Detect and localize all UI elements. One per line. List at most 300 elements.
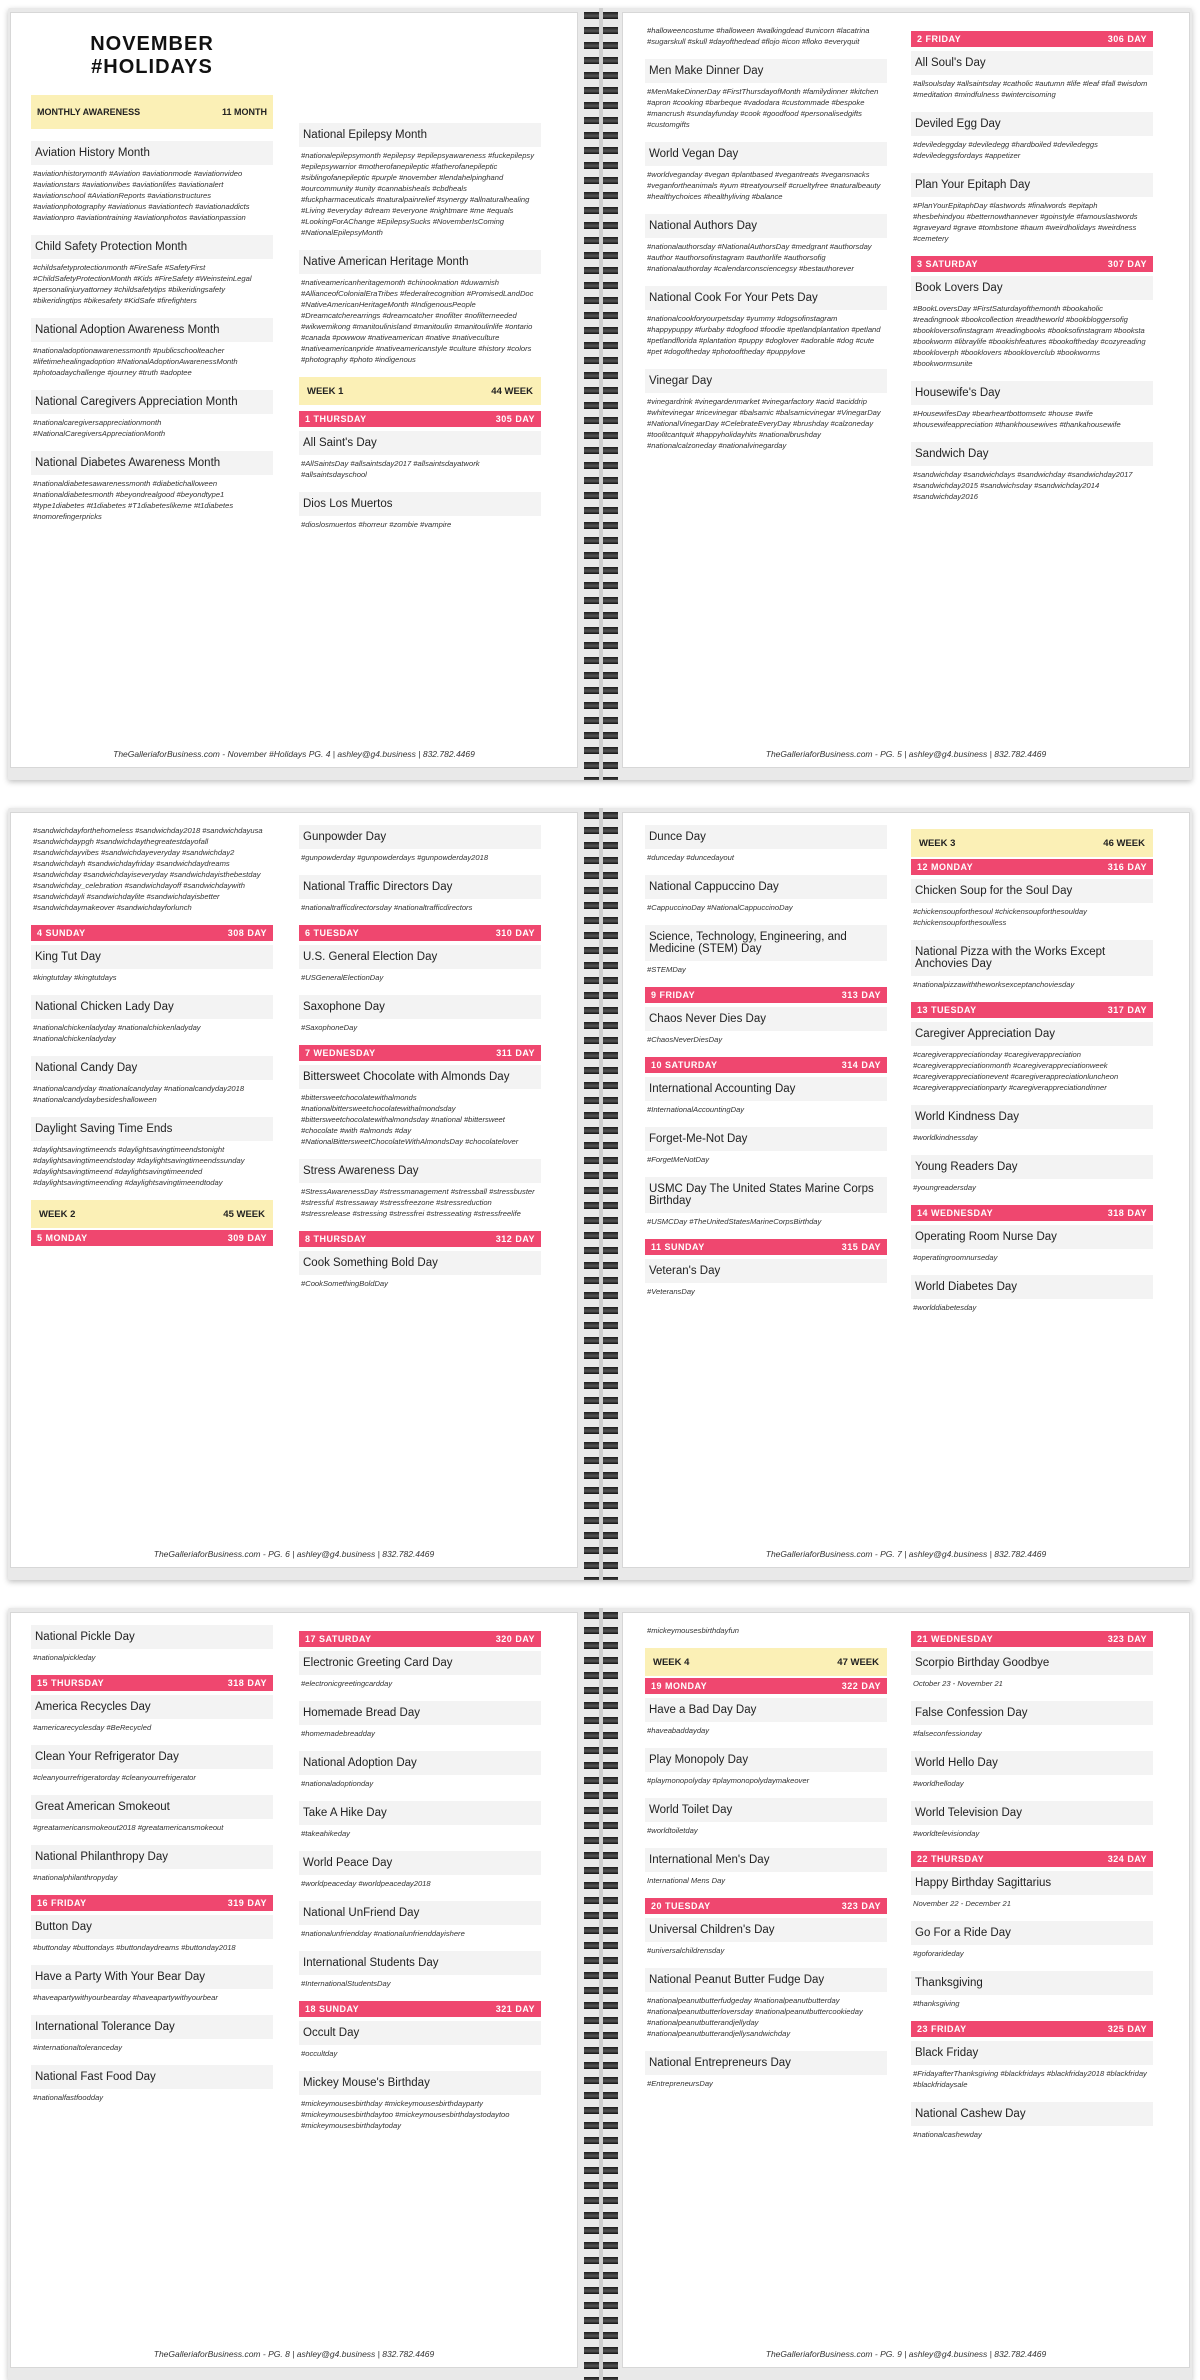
page-footer: TheGalleriaforBusiness.com - PG. 6 | ashley@g4.business | 832.782.4469: [153, 1549, 435, 1559]
holiday-name: National Caregivers Appreciation Month: [31, 390, 273, 414]
hashtags: #StressAwarenessDay #stressmanagement #stressball #stressbuster #stressful #stressaway #stressfreezone #stressreduction #stressrelease #stressing #stressfrei #stresseating #stressfreelife: [301, 1187, 535, 1218]
holiday-name: Native American Heritage Month: [299, 250, 541, 274]
hashtags: #BookLoversDay #FirstSaturdayofthemonth #bookaholic #readingnook #bookcollection #readtheworld #bookbloggersofig #bookloversofinstagram #readingbooks #booksofinstagram #booksta #bookworm #libraylife #bookishfeatures #bookoftheday #cozyreading #bookloverph #booklovers #bookloverclub #bookworms #bookwormsunite: [913, 304, 1146, 368]
day-label: 1 THURSDAY: [305, 414, 367, 424]
day-label: 15 THURSDAY: [37, 1678, 105, 1688]
hashtags: #AllSaintsDay #allsaintsday2017 #allsaintsdayatwork #allsaintsdayschool: [301, 459, 480, 479]
holiday-name: America Recycles Day: [31, 1695, 273, 1719]
day-bar: [31, 1230, 273, 1246]
day-label: 14 WEDNESDAY: [917, 1208, 994, 1218]
hashtags: #USGeneralElectionDay: [301, 973, 384, 982]
day-bar: [299, 1045, 541, 1061]
hashtags: #nationalpizzawiththeworksexceptanchoviesday: [913, 980, 1075, 989]
day-bar: [911, 31, 1153, 47]
holiday-entry: [645, 1177, 887, 1227]
hashtags: #EntrepreneursDay: [647, 2079, 713, 2088]
holiday-entry: [911, 1751, 1153, 1789]
day-bar: [911, 859, 1153, 875]
day-of-year: 305 DAY: [495, 414, 535, 424]
week-bar: [31, 1200, 273, 1228]
holiday-name: Cook Something Bold Day: [299, 1251, 541, 1275]
day-bar: [299, 2001, 541, 2017]
holiday-entry: [911, 112, 1153, 161]
hashtags: #nationalepilepsymonth #epilepsy #epilepsyawareness #fuckepilepsy #epilepsywarrior #motherofanepileptic #fatherofanepileptic #siblingofanepileptic #purple #november #lendahelpinghand #ourcommunity #unity #cannabisheals #cbdheals #fuckpharmaceuticals #naturalpainrelief #synergy #allnaturalhealing #Living #everyday #dream #everyone #nightmare #me #equals #LookingForAChange #EpilepsySucks #NovemberIsComing #NationalEpilepsyMonth: [301, 151, 535, 237]
holiday-entry: [299, 1751, 541, 1789]
page-footer: TheGalleriaforBusiness.com - November #Holidays PG. 4 | ashley@g4.business | 832.782.4469: [113, 749, 475, 759]
holiday-name: World Toilet Day: [645, 1798, 887, 1822]
page-4: [10, 12, 578, 768]
page-9-column-1: [645, 1625, 887, 2331]
holiday-entry: [299, 431, 541, 480]
holiday-name: National Adoption Day: [299, 1751, 541, 1775]
hashtags: #nationaladoptionday: [301, 1779, 374, 1788]
holiday-name: Chaos Never Dies Day: [645, 1007, 887, 1031]
hashtags: #nationaladoptionawarenessmonth #publicschoolteacher #lifetimehealingadoption #NationalAdoptionAwarenessMonth #photoadaychallenge #journey #truth #adoptee: [33, 346, 238, 377]
hashtags: #nationalunfriendday #nationalunfrienddayishere: [301, 1929, 465, 1938]
day-label: 17 SATURDAY: [305, 1634, 372, 1644]
spiral-binding: [584, 1608, 618, 2380]
holiday-entry: [911, 442, 1153, 502]
holiday-entry: [645, 1968, 887, 2039]
awareness-label: MONTHLY AWARENESS: [37, 107, 141, 117]
day-of-year: 307 DAY: [1107, 259, 1147, 269]
week-label: WEEK 4: [653, 1656, 690, 1668]
page-4-column-1: [31, 25, 273, 731]
week-number: 44 WEEK: [491, 385, 533, 397]
hashtags: #nationalauthorsday #NationalAuthorsDay #medgrant #authorsday #author #authorsofinstagram #authorlife #authorsofig #nationalauthorday #calendarconsciencegsy #bestauthorever: [647, 242, 872, 273]
page-9: [622, 1612, 1190, 2368]
hashtags: #takeahikeday: [301, 1829, 350, 1838]
week-bar: [645, 1648, 887, 1676]
holiday-entry: [911, 1105, 1153, 1143]
holiday-entry: [299, 1801, 541, 1839]
holiday-entry: [299, 1651, 541, 1689]
hashtags: #mickeymousesbirthday #mickeymousesbirthdayparty #mickeymousesbirthdaytoo #mickeymousesbirthdaystodaytoo #mickeymousesbirthdaytoday: [301, 2099, 510, 2130]
holiday-name: Men Make Dinner Day: [645, 59, 887, 83]
hashtags: #worldhelloday: [913, 1779, 964, 1788]
day-label: 2 FRIDAY: [917, 34, 962, 44]
holiday-entry: [31, 1965, 273, 2003]
hashtags: #falseconfessionday: [913, 1729, 982, 1738]
holiday-name: Stress Awareness Day: [299, 1159, 541, 1183]
holiday-name: Great American Smokeout: [31, 1795, 273, 1819]
hashtags: #worlddiabetesday: [913, 1303, 977, 1312]
holiday-entry: [299, 825, 541, 863]
holiday-entry: [645, 875, 887, 913]
holiday-entry: [911, 1275, 1153, 1313]
hashtags: #MenMakeDinnerDay #FirstThursdayofMonth #familydinner #kitchen #apron #cooking #barbeque #vadodara #custommade #bespoke #mancrush #sundayfunday #cook #goodfood #personalisedgifts #customgifts: [647, 87, 879, 129]
holiday-name: Chicken Soup for the Soul Day: [911, 879, 1153, 903]
hashtags: #nationaldiabetesawarenessmonth #diabetichalloween #nationaldiabetesmonth #beyondrealgood #beyondtype1 #type1diabetes #t1diabetes #T1diabeteslikeme #t1diabetes #nomorefingerpricks: [33, 479, 234, 521]
holiday-entry: [31, 945, 273, 983]
holiday-entry: [645, 1848, 887, 1886]
day-of-year: 317 DAY: [1107, 1005, 1147, 1015]
holiday-name: World Television Day: [911, 1801, 1153, 1825]
holiday-entry: [31, 1845, 273, 1883]
holiday-entry: [911, 2041, 1153, 2090]
hashtags: #aviationhistorymonth #Aviation #aviationmode #aviationvideo #aviationstars #aviationvibes #aviationlifes #aviationalert #aviationschool #AviationReports #aviationstructures #aviationphotography #aviationus #aviationtech #aviationaddicts #aviationpro #aviationtraining #aviationphotos #aviationpassion: [33, 169, 250, 222]
holiday-entry: [31, 1795, 273, 1833]
holiday-name: National Traffic Directors Day: [299, 875, 541, 899]
holiday-entry: [31, 141, 273, 223]
holiday-name: All Saint's Day: [299, 431, 541, 455]
day-bar: [911, 1851, 1153, 1867]
holiday-entry: [645, 825, 887, 863]
hashtags: #InternationalAccountingDay: [647, 1105, 745, 1114]
hashtags: #VeteransDay: [647, 1287, 695, 1296]
holiday-entry: [911, 1971, 1153, 2009]
holiday-entry: [911, 1155, 1153, 1193]
day-of-year: 319 DAY: [227, 1898, 267, 1908]
holiday-name: National Epilepsy Month: [299, 123, 541, 147]
hashtags: #homemadebreadday: [301, 1729, 375, 1738]
holiday-entry: [31, 1625, 273, 1663]
day-of-year: 309 DAY: [227, 1233, 267, 1243]
holiday-entry: [911, 879, 1153, 928]
holiday-name: International Students Day: [299, 1951, 541, 1975]
hashtags: #worldveganday #vegan #plantbased #vegantreats #vegansnacks #veganfortheanimals #yum #treatyourself #crueltyfree #naturalbeauty #healthychoices #healthyliving #balance: [647, 170, 881, 201]
hashtags: #worldpeaceday #worldpeaceday2018: [301, 1879, 431, 1888]
hashtags: #sandwichdayforthehomeless #sandwichday2018 #sandwichdayusa #sandwichdaypgh #sandwichdaythegreatestdayofall #sandwichdayvibes #sandwichdayeveryday #sandwichday2 #sandwichdayh #sandwichdayfriday #sandwichdaydreams #sandwichday #sandwichdayiseveryday #sandwichdayisthebestday #sandwichday_celebration #sandwichdayoff #sandwichdaywith #sandwichdayli #sandwichdaylite #sandwichdayisbetter #sandwichdaymakeover #sandwichdayforlunch: [33, 826, 263, 912]
week-label: WEEK 2: [39, 1208, 76, 1220]
holiday-name: Bittersweet Chocolate with Almonds Day: [299, 1065, 541, 1089]
hashtags: #daylightsavingtimeends #daylightsavingtimeendstonight #daylightsavingtimeendstoday #daylightsavingtimeendssunday #daylightsavingtimeend #daylightsavingtimeended #daylightsavingtimeending #daylightsavingtimeendtoday: [33, 1145, 245, 1187]
holiday-entry: [31, 1117, 273, 1188]
holiday-entry: [31, 451, 273, 522]
hashtags: #nationalcashewday: [913, 2130, 982, 2139]
hashtags: #universalchildrensday: [647, 1946, 725, 1955]
holiday-name: Operating Room Nurse Day: [911, 1225, 1153, 1249]
hashtags: #CookSomethingBoldDay: [301, 1279, 388, 1288]
hashtags: November 22 - December 21: [913, 1899, 1011, 1908]
holiday-name: International Men's Day: [645, 1848, 887, 1872]
holiday-entry: [299, 1159, 541, 1219]
hashtags: #ChaosNeverDiesDay: [647, 1035, 723, 1044]
page-8: [10, 1612, 578, 2368]
day-of-year: 315 DAY: [841, 1242, 881, 1252]
hashtags: #greatamericansmokeout2018 #greatamericansmokeout: [33, 1823, 224, 1832]
day-label: 21 WEDNESDAY: [917, 1634, 994, 1644]
page-5-column-1: [645, 25, 887, 731]
week-bar: [299, 377, 541, 405]
hashtags: #americarecyclesday #BeRecycled: [33, 1723, 152, 1732]
holiday-entry: [299, 1851, 541, 1889]
day-bar: [31, 1895, 273, 1911]
holiday-name: National Entrepreneurs Day: [645, 2051, 887, 2075]
hashtags: #gunpowderday #gunpowderdays #gunpowderday2018: [301, 853, 489, 862]
holiday-entry: [911, 51, 1153, 100]
holiday-name: Go For a Ride Day: [911, 1921, 1153, 1945]
day-bar: [645, 1678, 887, 1694]
day-bar: [31, 925, 273, 941]
holiday-name: World Hello Day: [911, 1751, 1153, 1775]
day-bar: [299, 925, 541, 941]
week-bar: [911, 829, 1153, 857]
holiday-name: National Diabetes Awareness Month: [31, 451, 273, 475]
holiday-name: Take A Hike Day: [299, 1801, 541, 1825]
page-5: [622, 12, 1190, 768]
holiday-name: Universal Children's Day: [645, 1918, 887, 1942]
hashtags: #dioslosmuertos #horreur #zombie #vampire: [301, 520, 452, 529]
hashtags: #nationalcaregiversappreciationmonth #NationalCaregiversAppreciationMonth: [33, 418, 166, 438]
day-of-year: 322 DAY: [841, 1681, 881, 1691]
planner-spread-2: [8, 808, 1192, 1580]
day-label: 3 SATURDAY: [917, 259, 979, 269]
day-of-year: 324 DAY: [1107, 1854, 1147, 1864]
day-bar: [911, 256, 1153, 272]
day-bar: [911, 1205, 1153, 1221]
hashtags: #mickeymousesbirthdayfun: [647, 1626, 740, 1635]
holiday-name: Caregiver Appreciation Day: [911, 1022, 1153, 1046]
hashtags: #cleanyourrefrigeratorday #cleanyourrefrigerator: [33, 1773, 196, 1782]
page-4-column-2: [299, 123, 541, 731]
hashtags: #nationalcandyday #nationalcandyday #nationalcandyday2018 #nationalcandydaybesideshalloween: [33, 1084, 245, 1104]
day-label: 20 TUESDAY: [651, 1901, 711, 1911]
hashtags: #nationalpeanutbutterfudgeday #nationalpeanutbutterday #nationalpeanutbutterloversday #nationalpeanutbuttercookieday #nationalpeanutbutterandjellyday #nationalpeanutbutterandjellysandwichday: [647, 1996, 863, 2038]
day-of-year: 316 DAY: [1107, 862, 1147, 872]
holiday-entry: [31, 1056, 273, 1105]
day-of-year: 318 DAY: [1107, 1208, 1147, 1218]
holiday-entry: [645, 925, 887, 975]
holiday-entry: [299, 2021, 541, 2059]
day-bar: [299, 1231, 541, 1247]
page-7-column-2: [911, 825, 1153, 1531]
day-of-year: 308 DAY: [227, 928, 267, 938]
spiral-binding: [584, 808, 618, 1580]
holiday-entry: [299, 995, 541, 1033]
holiday-entry: [299, 123, 541, 238]
day-label: 23 FRIDAY: [917, 2024, 967, 2034]
holiday-entry: [299, 945, 541, 983]
holiday-name: U.S. General Election Day: [299, 945, 541, 969]
day-bar: [645, 1239, 887, 1255]
planner-spread-3: [8, 1608, 1192, 2380]
hashtags: #kingtutday #kingtutdays: [33, 973, 117, 982]
hashtags: #nationalchickenladyday #nationalchickenladyday #nationalchickenladyday: [33, 1023, 201, 1043]
hashtags: #childsafetyprotectionmonth #FireSafe #SafetyFirst #ChildSafetyProtectionMonth #Kids #FireSafety #WeinsteinLegal #personalinjuryattorney #childsafetytips #bikeridingsafety #bikeridingtips #bikesafety #KidSafe #firefighters: [33, 263, 252, 305]
holiday-entry: [911, 1801, 1153, 1839]
holiday-entry: [31, 1915, 273, 1953]
holiday-name: World Peace Day: [299, 1851, 541, 1875]
holiday-name: World Vegan Day: [645, 142, 887, 166]
hashtags: #dunceday #duncedayout: [647, 853, 734, 862]
day-of-year: 323 DAY: [841, 1901, 881, 1911]
holiday-name: Happy Birthday Sagittarius: [911, 1871, 1153, 1895]
day-of-year: 321 DAY: [495, 2004, 535, 2014]
day-label: 4 SUNDAY: [37, 928, 86, 938]
holiday-entry: [31, 1695, 273, 1733]
holiday-entry: [299, 875, 541, 913]
hashtags: #worldtoiletday: [647, 1826, 698, 1835]
holiday-entry: [645, 59, 887, 130]
holiday-entry: [31, 2015, 273, 2053]
page-7-column-1: [645, 825, 887, 1531]
hashtags: #sandwichday #sandwichdays #sandwichday #sandwichday2017 #sandwichday2015 #sandwichsday #sandwichday2014 #sandwichday2016: [913, 470, 1133, 501]
hashtags: #USMCDay #TheUnitedStatesMarineCorpsBirthday: [647, 1217, 822, 1226]
hashtags: #PlanYourEpitaphDay #lastwords #finalwords #epitaph #hesbehindyou #betternowthannever #goinstyle #famouslastwords #graveyard #grave #tombstone #haum #weirdholidays #weirdness #cemetery: [913, 201, 1138, 243]
holiday-entry: [645, 142, 887, 202]
holiday-entry: [645, 1798, 887, 1836]
holiday-name: National Candy Day: [31, 1056, 273, 1080]
hashtags: #InternationalStudentsDay: [301, 1979, 391, 1988]
hashtags: International Mens Day: [647, 1876, 726, 1885]
hashtags: #nationalpickleday: [33, 1653, 96, 1662]
holiday-entry: [645, 1918, 887, 1956]
day-of-year: 323 DAY: [1107, 1634, 1147, 1644]
hashtag-continuation: [31, 825, 273, 913]
holiday-entry: [31, 235, 273, 306]
holiday-entry: [299, 1065, 541, 1147]
day-of-year: 314 DAY: [841, 1060, 881, 1070]
day-label: 6 TUESDAY: [305, 928, 360, 938]
day-label: 8 THURSDAY: [305, 1234, 367, 1244]
day-label: 11 SUNDAY: [651, 1242, 705, 1252]
hashtags: #halloweencostume #halloween #walkingdead #unicorn #lacatrina #sugarskull #skull #dayofthedead #flojo #icon #floko #everyquit: [647, 26, 870, 46]
holiday-entry: [31, 2065, 273, 2103]
hashtags: #HousewifesDay #bearheartbottomsetc #house #wife #housewifeappreciation #thankhousewives #thankahousewife: [913, 409, 1121, 429]
week-number: 45 WEEK: [223, 1208, 265, 1220]
page-8-column-1: [31, 1625, 273, 2331]
hashtags: #nationalcookforyourpetsday #yummy #dogsofinstagram #happypuppy #furbaby #dogfood #foodie #petlandplantation #petland #petlandflorida #plantation #puppy #doglover #adorable #dog #cute #pet #dogoftheday #photooftheday #puppylove: [647, 314, 881, 356]
hashtags: #nationalfastfoodday: [33, 2093, 104, 2102]
holiday-name: International Tolerance Day: [31, 2015, 273, 2039]
holiday-name: King Tut Day: [31, 945, 273, 969]
hashtags: #worldtelevisionday: [913, 1829, 980, 1838]
holiday-name: Electronic Greeting Card Day: [299, 1651, 541, 1675]
day-bar: [645, 987, 887, 1003]
holiday-name: Young Readers Day: [911, 1155, 1153, 1179]
holiday-name: Black Friday: [911, 2041, 1153, 2065]
week-number: 46 WEEK: [1103, 837, 1145, 849]
holiday-entry: [645, 2051, 887, 2089]
holiday-name: All Soul's Day: [911, 51, 1153, 75]
day-bar: [911, 1002, 1153, 1018]
page-6-column-1: [31, 825, 273, 1531]
hashtags: #CappuccinoDay #NationalCappuccinoDay: [647, 903, 793, 912]
holiday-name: National Pickle Day: [31, 1625, 273, 1649]
day-label: 18 SUNDAY: [305, 2004, 360, 2014]
holiday-name: Science, Technology, Engineering, and Medicine (STEM) Day: [645, 925, 887, 961]
holiday-name: Vinegar Day: [645, 369, 887, 393]
holiday-entry: [299, 492, 541, 530]
holiday-entry: [911, 173, 1153, 244]
week-label: WEEK 3: [919, 837, 956, 849]
holiday-name: Plan Your Epitaph Day: [911, 173, 1153, 197]
holiday-name: Daylight Saving Time Ends: [31, 1117, 273, 1141]
holiday-entry: [645, 1698, 887, 1736]
holiday-name: World Diabetes Day: [911, 1275, 1153, 1299]
day-bar: [299, 1631, 541, 1647]
page-6-column-2: [299, 825, 541, 1531]
holiday-name: National Chicken Lady Day: [31, 995, 273, 1019]
holiday-name: Deviled Egg Day: [911, 112, 1153, 136]
holiday-name: Occult Day: [299, 2021, 541, 2045]
hashtags: #haveabaddayday: [647, 1726, 710, 1735]
holiday-entry: [911, 1921, 1153, 1959]
hashtags: #nationaltrafficdirectorsday #nationaltrafficdirectors: [301, 903, 473, 912]
holiday-entry: [299, 1701, 541, 1739]
holiday-name: Homemade Bread Day: [299, 1701, 541, 1725]
holiday-name: National Pizza with the Works Except Anchovies Day: [911, 940, 1153, 976]
holiday-entry: [911, 1701, 1153, 1739]
hashtags: October 23 - November 21: [913, 1679, 1003, 1688]
holiday-entry: [911, 276, 1153, 369]
holiday-name: National Peanut Butter Fudge Day: [645, 1968, 887, 1992]
holiday-name: Mickey Mouse's Birthday: [299, 2071, 541, 2095]
holiday-entry: [299, 1951, 541, 1989]
page-5-column-2: [911, 25, 1153, 731]
hashtags: #occultday: [301, 2049, 338, 2058]
hashtags: #SaxophoneDay: [301, 1023, 358, 1032]
hashtags: #goforarideday: [913, 1949, 964, 1958]
day-label: 10 SATURDAY: [651, 1060, 718, 1070]
holiday-entry: [911, 381, 1153, 430]
holiday-name: Have a Party With Your Bear Day: [31, 1965, 273, 1989]
holiday-name: USMC Day The United States Marine Corps Birthday: [645, 1177, 887, 1213]
holiday-entry: [31, 318, 273, 378]
day-label: 13 TUESDAY: [917, 1005, 977, 1015]
monthly-awareness-bar: [31, 95, 273, 129]
hashtags: #playmonopolyday #playmonopolydaymakeover: [647, 1776, 810, 1785]
hashtag-continuation: [645, 1625, 887, 1636]
hashtags: #nationalphilanthropyday: [33, 1873, 118, 1882]
awareness-value: 11 MONTH: [221, 107, 267, 117]
holiday-name: Thanksgiving: [911, 1971, 1153, 1995]
day-label: 19 MONDAY: [651, 1681, 708, 1691]
day-of-year: 311 DAY: [496, 1048, 535, 1058]
hashtags: #electronicgreetingcardday: [301, 1679, 393, 1688]
holiday-entry: [911, 1651, 1153, 1689]
page-footer: TheGalleriaforBusiness.com - PG. 9 | ashley@g4.business | 832.782.4469: [765, 2349, 1047, 2359]
holiday-name: Gunpowder Day: [299, 825, 541, 849]
holiday-entry: [911, 2102, 1153, 2140]
holiday-name: Child Safety Protection Month: [31, 235, 273, 259]
hashtags: #vinegardrink #vinegardenmarket #vinegarfactory #acid #aciddrip #whitevinegar #ricevinegar #balsamic #balsamicvinegar #VinegarDay #NationalVinegarDay #CelebrateEveryDay #brushday #calzoneday #toolitcantquit #happyholidayhits #nationalbrushday #nationalcalzoneday #nationalvinegarday: [647, 397, 881, 450]
holiday-name: Clean Your Refrigerator Day: [31, 1745, 273, 1769]
holiday-entry: [31, 390, 273, 439]
holiday-name: Book Lovers Day: [911, 276, 1153, 300]
holiday-entry: [299, 2071, 541, 2131]
day-label: 16 FRIDAY: [37, 1898, 87, 1908]
page-7: [622, 812, 1190, 1568]
holiday-name: Forget-Me-Not Day: [645, 1127, 887, 1151]
holiday-name: National Adoption Awareness Month: [31, 318, 273, 342]
hashtags: #worldkindnessday: [913, 1133, 978, 1142]
hashtags: #internationaltoleranceday: [33, 2043, 123, 2052]
day-bar: [299, 411, 541, 427]
hashtags: #FridayafterThanksgiving #blackfridays #blackfriday2018 #blackfriday #blackfridaysale: [913, 2069, 1147, 2089]
page-footer: TheGalleriaforBusiness.com - PG. 7 | ashley@g4.business | 832.782.4469: [765, 1549, 1047, 1559]
week-number: 47 WEEK: [837, 1656, 879, 1668]
day-bar: [911, 2021, 1153, 2037]
page-9-column-2: [911, 1625, 1153, 2331]
hashtags: #buttonday #buttondays #buttondaydreams #buttonday2018: [33, 1943, 236, 1952]
hashtags: #chickensoupforthesoul #chickensoupforthesoulday #chickensoupforthesoulless: [913, 907, 1087, 927]
holiday-name: Dunce Day: [645, 825, 887, 849]
day-label: 5 MONDAY: [37, 1233, 88, 1243]
holiday-name: World Kindness Day: [911, 1105, 1153, 1129]
holiday-name: National UnFriend Day: [299, 1901, 541, 1925]
holiday-name: International Accounting Day: [645, 1077, 887, 1101]
hashtags: #deviledeggday #deviledegg #hardboiled #deviledeggs #deviledeggsfordays #appetizer: [913, 140, 1098, 160]
day-label: 22 THURSDAY: [917, 1854, 985, 1864]
day-label: 12 MONDAY: [917, 862, 974, 872]
holiday-name: National Authors Day: [645, 214, 887, 238]
holiday-entry: [911, 940, 1153, 990]
hashtags: #allsoulsday #allsaintsday #catholic #autumn #life #leaf #fall #wisdom #meditation #mindfulness #wintercisoming: [913, 79, 1148, 99]
spiral-binding: [584, 8, 618, 780]
holiday-name: National Philanthropy Day: [31, 1845, 273, 1869]
